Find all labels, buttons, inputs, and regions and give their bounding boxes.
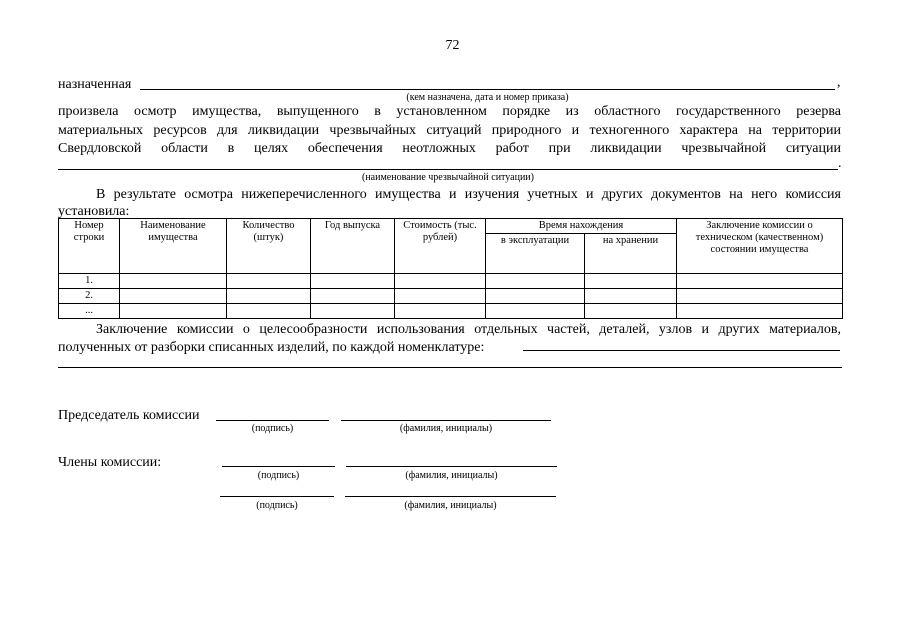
table-cell — [486, 289, 585, 304]
table-cell — [311, 274, 395, 289]
conclusion-line-2: полученных от разборки списанных изделий, по каждой номенклатуре: — [58, 340, 485, 355]
header-year: Год выпуска — [311, 219, 395, 274]
emergency-period: . — [838, 156, 842, 171]
result-line-1: В результате осмотра нижеперечисленного имущества и изучения учетных и других документов на него комиссия — [96, 187, 841, 202]
table-row-number: 2. — [59, 289, 120, 304]
member-1-name-line — [346, 466, 557, 467]
table-row-number: 1. — [59, 274, 120, 289]
result-line-2: установила: — [58, 204, 130, 219]
table-cell — [585, 274, 677, 289]
header-in-storage: на хранении — [585, 234, 677, 274]
header-time-group: Время нахождения — [486, 219, 677, 234]
table-cell — [677, 289, 843, 304]
header-name: Наименование имущества — [120, 219, 227, 274]
table-cell — [585, 304, 677, 319]
table-cell — [585, 289, 677, 304]
emergency-blank-line — [58, 169, 838, 170]
header-quantity: Количество (штук) — [227, 219, 311, 274]
header-cost: Стоимость (тыс. рублей) — [395, 219, 486, 274]
table-cell — [395, 304, 486, 319]
chairman-signature-line — [216, 420, 329, 421]
appointed-comma: , — [837, 75, 841, 90]
table-cell — [120, 304, 227, 319]
member-1-signature-line — [222, 466, 335, 467]
page-number: 72 — [445, 38, 460, 53]
intro-line-3: Свердловской области в целях обеспечения неотложных работ при ликвидации чрезвычайной ситуации — [58, 141, 841, 156]
header-in-use: в эксплуатации — [486, 234, 585, 274]
member-2-signature-line — [220, 496, 334, 497]
signature-caption: (подпись) — [256, 500, 298, 511]
table-cell — [486, 274, 585, 289]
intro-line-2: материальных ресурсов для ликвидации чрезвычайных ситуаций природного и техногенного характера на территории — [58, 123, 841, 138]
conclusion-line-1: Заключение комиссии о целесообразности использования отдельных частей, деталей, узлов и других материалов, — [96, 322, 841, 337]
signature-caption: (подпись) — [251, 423, 294, 434]
table-cell — [120, 274, 227, 289]
name-caption: (фамилия, инициалы) — [399, 423, 493, 434]
table-cell — [311, 304, 395, 319]
name-caption: (фамилия, инициалы) — [405, 470, 498, 481]
table-cell — [120, 289, 227, 304]
conclusion-blank-line — [523, 350, 840, 351]
appointed-label: назначенная — [58, 77, 132, 92]
appointed-caption: (кем назначена, дата и номер приказа) — [406, 92, 569, 103]
signature-caption: (подпись) — [257, 470, 300, 481]
header-row-number: Номер строки — [59, 219, 120, 274]
members-label: Члены комиссии: — [58, 455, 162, 470]
header-conclusion: Заключение комиссии о техническом (качественном) состоянии имущества — [677, 219, 843, 274]
table-cell — [677, 304, 843, 319]
chairman-name-line — [341, 420, 551, 421]
table-cell — [395, 289, 486, 304]
chairman-label: Председатель комиссии — [58, 408, 200, 423]
table-cell — [677, 274, 843, 289]
table-cell — [227, 289, 311, 304]
inspection-table — [58, 218, 843, 319]
name-caption: (фамилия, инициалы) — [404, 500, 497, 511]
table-cell — [486, 304, 585, 319]
table-cell — [395, 274, 486, 289]
table-row-number: ... — [59, 304, 120, 319]
table-cell — [227, 274, 311, 289]
emergency-caption: (наименование чрезвычайной ситуации) — [362, 172, 534, 183]
intro-line-1: произвела осмотр имущества, выпущенного в установленном порядке из областного государственного резерва — [58, 104, 841, 119]
member-2-name-line — [345, 496, 556, 497]
table-cell — [227, 304, 311, 319]
table-cell — [311, 289, 395, 304]
conclusion-blank-line-2 — [58, 367, 842, 368]
appointed-blank-line — [140, 89, 835, 90]
